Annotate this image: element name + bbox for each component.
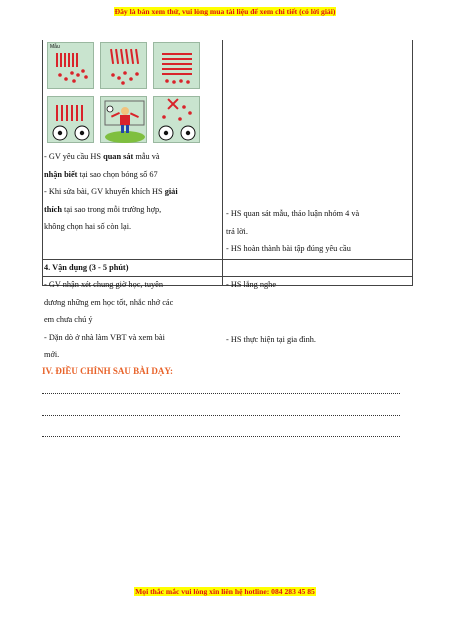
student-activity-row3-listen: - HS lắng nghe bbox=[226, 280, 277, 289]
section-heading-van-dung: 4. Vận dụng (3 - 5 phút) bbox=[44, 263, 129, 272]
soccer-ball-icon bbox=[154, 97, 201, 144]
text-line: em chưa chú ý bbox=[44, 315, 93, 324]
table-column-divider bbox=[222, 40, 223, 286]
text-line: - HS quan sát mẫu, thảo luận nhóm 4 và bbox=[226, 209, 360, 218]
table-border-right bbox=[412, 40, 413, 286]
text-line: - Khi sửa bài, GV khuyến khích HS giải bbox=[44, 187, 178, 196]
tally-sticks-icon bbox=[48, 43, 95, 90]
soccer-ball-icon bbox=[48, 97, 95, 144]
dotted-line bbox=[42, 393, 400, 394]
text-line: - HS hoàn thành bài tập đúng yêu cầu bbox=[226, 244, 351, 253]
text-line: thích tại sao trong mỗi trường hợp, bbox=[44, 204, 162, 214]
goalkeeper-icon bbox=[101, 97, 148, 144]
dotted-line bbox=[42, 436, 400, 437]
tile-sample bbox=[47, 42, 94, 89]
text-line: mới. bbox=[44, 350, 60, 359]
teacher-activity-row1 bbox=[44, 148, 220, 236]
text-line: - GV nhận xét chung giờ học, tuyên bbox=[44, 280, 163, 289]
footer-hotline-banner bbox=[0, 587, 450, 596]
text-line: - GV yêu cầu HS quan sát mẫu và bbox=[44, 152, 160, 161]
top-notice-banner bbox=[0, 7, 450, 16]
dotted-line bbox=[42, 415, 400, 416]
section-iv-title: IV. ĐIỀU CHỈNH SAU BÀI DẠY: bbox=[42, 366, 174, 376]
text-line: không chọn hai số còn lại. bbox=[44, 222, 132, 231]
counting-illustration bbox=[47, 42, 203, 145]
student-activity-row3-home: - HS thực hiện tại gia đình. bbox=[226, 335, 316, 344]
text-line: trả lời. bbox=[226, 226, 248, 236]
tally-sticks-icon bbox=[101, 43, 148, 90]
tile-ball-2 bbox=[153, 96, 200, 143]
text-line: nhận biết tại sao chọn bóng số 67 bbox=[44, 169, 158, 179]
text-line: dương những em học tốt, nhắc nhở các bbox=[44, 297, 174, 307]
teacher-activity-row3 bbox=[44, 276, 222, 364]
footer-hotline-text: Mọi thắc mắc vui lòng xin liên hệ hotline: 084 283 45 85 bbox=[135, 587, 315, 596]
student-activity-row1 bbox=[226, 205, 410, 258]
tile-option-2 bbox=[153, 42, 200, 89]
tile-ball-1 bbox=[47, 96, 94, 143]
table-border-left bbox=[42, 40, 43, 286]
tile-option-1 bbox=[100, 42, 147, 89]
top-notice-text: Đây là bản xem thử, vui lòng mua tài liệu để xem chi tiết (có lời giải) bbox=[114, 7, 336, 16]
text-line: - Dặn dò ở nhà làm VBT và xem bài bbox=[44, 332, 165, 342]
tile-goalkeeper bbox=[100, 96, 147, 143]
sample-label: Mẫu bbox=[50, 44, 60, 50]
tally-sticks-icon bbox=[154, 43, 201, 90]
